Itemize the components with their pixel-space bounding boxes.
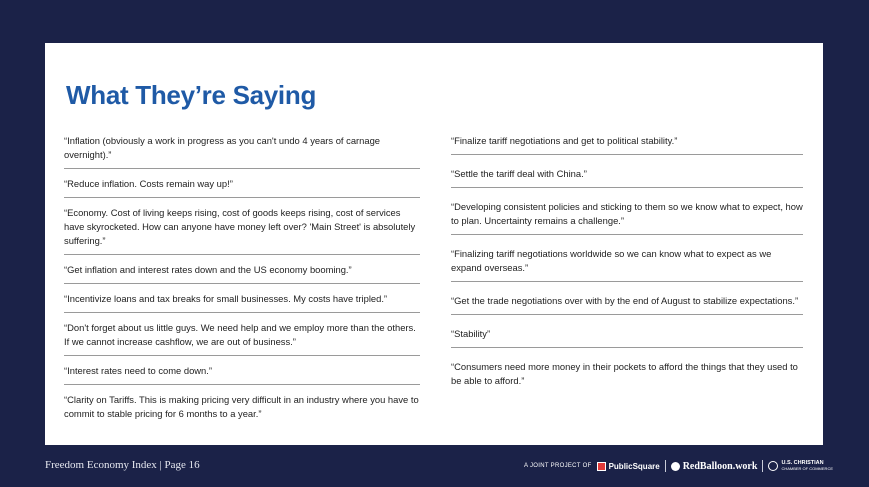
quote-item: “Get the trade negotiations over with by the end of August to stabilize expectations.” [451, 294, 803, 315]
quote-item: “Developing consistent policies and sticking to them so we know what to expect, how to plan. Uncertainty remains a challenge.” [451, 200, 803, 235]
uscc-logo [768, 460, 833, 472]
quote-item: “Settle the tariff deal with China.” [451, 167, 803, 188]
quote-item: “Economy. Cost of living keeps rising, cost of goods keeps rising, cost of services have skyrocketed. How can anyone have money left over? 'Main Street' is absolutely suffering.” [64, 206, 420, 255]
page-title: What They’re Saying [66, 80, 317, 110]
quotes-left-column [64, 134, 420, 435]
quote-item: “Incentivize loans and tax breaks for small businesses. My costs have tripled.” [64, 292, 420, 313]
uscc-name-line2: CHAMBER OF COMMERCE [781, 466, 833, 471]
joint-project-label: A JOINT PROJECT OF [524, 463, 592, 469]
publicsquare-name: PublicSquare [608, 461, 660, 471]
publicsquare-icon [597, 462, 606, 471]
quote-item: “Don't forget about us little guys. We need help and we employ more than the others. If we cannot increase cashflow, we are out of business.” [64, 321, 420, 356]
quote-item: “Get inflation and interest rates down and the US economy booming.” [64, 263, 420, 284]
redballoon-name: RedBalloon.work [682, 460, 758, 472]
quote-item: “Inflation (obviously a work in progress as you can't undo 4 years of carnage overnight).” [64, 134, 420, 169]
quote-item: “Finalize tariff negotiations and get to political stability.” [451, 134, 803, 155]
logo-divider [665, 460, 666, 472]
quote-item: “Interest rates need to come down.” [64, 364, 420, 385]
quotes-right-column [451, 134, 803, 406]
chamber-seal-icon [768, 461, 778, 471]
partner-logos [524, 460, 833, 472]
page-footer-label: Freedom Economy Index | Page 16 [45, 459, 200, 471]
balloon-icon [671, 462, 680, 471]
redballoon-logo [671, 461, 758, 472]
quote-item: “Consumers need more money in their pockets to afford the things that they used to be able to afford.” [451, 361, 798, 386]
publicsquare-logo [597, 462, 660, 471]
quote-item: “Stability” [451, 327, 803, 348]
quote-item: “Clarity on Tariffs. This is making pricing very difficult in an industry where you have to commit to stable pricing for 6 months to a year.” [64, 394, 419, 419]
quote-item: “Finalizing tariff negotiations worldwide so we can know what to expect as we expand overseas.” [451, 247, 803, 282]
uscc-name-line1: U.S. CHRISTIAN [781, 460, 824, 466]
quote-item: “Reduce inflation. Costs remain way up!” [64, 177, 420, 198]
logo-divider [762, 460, 763, 472]
content-card [45, 43, 823, 445]
